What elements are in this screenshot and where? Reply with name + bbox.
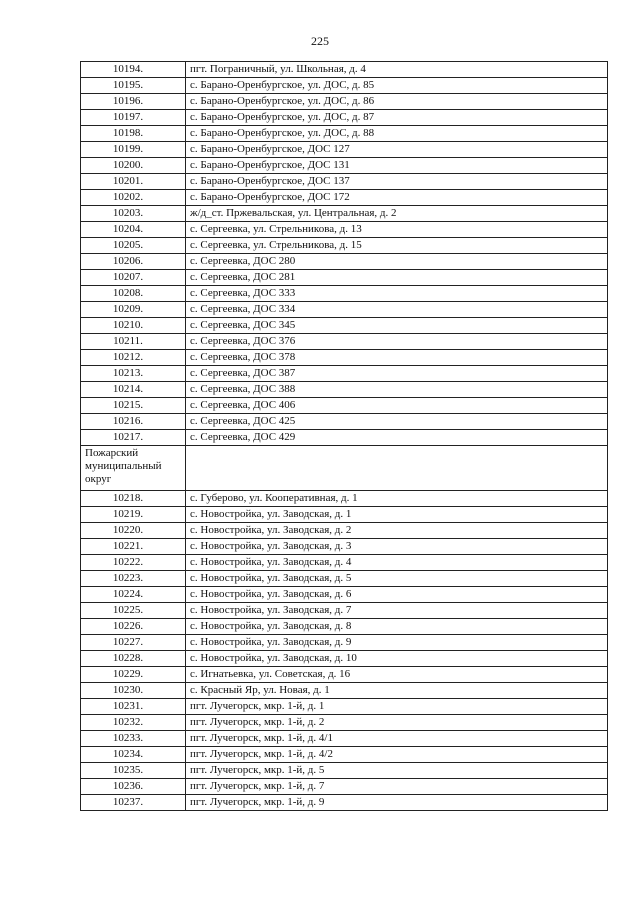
row-address: с. Сергеевка, ДОС 345	[186, 318, 608, 334]
row-address: с. Сергеевка, ДОС 376	[186, 334, 608, 350]
district-address-cell	[186, 446, 608, 491]
row-address: ж/д_ст. Пржевальская, ул. Центральная, д. 2	[186, 206, 608, 222]
table-row	[81, 78, 608, 94]
row-number: 10199.	[81, 142, 186, 158]
table-row	[81, 398, 608, 414]
table-row	[81, 539, 608, 555]
row-address: пгт. Лучегорск, мкр. 1-й, д. 2	[186, 715, 608, 731]
table-row	[81, 603, 608, 619]
table-row	[81, 619, 608, 635]
row-number: 10212.	[81, 350, 186, 366]
address-table	[80, 61, 608, 811]
row-address: с. Новостройка, ул. Заводская, д. 4	[186, 555, 608, 571]
row-number: 10234.	[81, 747, 186, 763]
row-address: с. Красный Яр, ул. Новая, д. 1	[186, 683, 608, 699]
row-address: пгт. Лучегорск, мкр. 1-й, д. 4/1	[186, 731, 608, 747]
row-number: 10196.	[81, 94, 186, 110]
table-row	[81, 350, 608, 366]
row-number: 10217.	[81, 430, 186, 446]
district-name: Пожарский муниципальный округ	[81, 446, 186, 491]
table-row	[81, 699, 608, 715]
row-address: с. Губерово, ул. Кооперативная, д. 1	[186, 491, 608, 507]
table-row	[81, 206, 608, 222]
table-row	[81, 667, 608, 683]
row-address: с. Новостройка, ул. Заводская, д. 1	[186, 507, 608, 523]
row-number: 10230.	[81, 683, 186, 699]
row-address: с. Сергеевка, ул. Стрельникова, д. 13	[186, 222, 608, 238]
row-number: 10198.	[81, 126, 186, 142]
table-row	[81, 382, 608, 398]
row-address: с. Сергеевка, ДОС 333	[186, 286, 608, 302]
row-address: с. Игнатьевка, ул. Советская, д. 16	[186, 667, 608, 683]
row-address: с. Сергеевка, ДОС 406	[186, 398, 608, 414]
row-number: 10213.	[81, 366, 186, 382]
row-address: с. Новостройка, ул. Заводская, д. 8	[186, 619, 608, 635]
row-number: 10201.	[81, 174, 186, 190]
row-address: с. Новостройка, ул. Заводская, д. 2	[186, 523, 608, 539]
table-row	[81, 747, 608, 763]
row-number: 10223.	[81, 571, 186, 587]
table-row	[81, 174, 608, 190]
row-number: 10195.	[81, 78, 186, 94]
table-row	[81, 62, 608, 78]
page-number: 225	[311, 34, 329, 48]
row-address: с. Барано-Оренбургское, ул. ДОС, д. 88	[186, 126, 608, 142]
row-address: с. Сергеевка, ДОС 429	[186, 430, 608, 446]
row-number: 10222.	[81, 555, 186, 571]
table-row	[81, 414, 608, 430]
row-number: 10205.	[81, 238, 186, 254]
row-address: пгт. Пограничный, ул. Школьная, д. 4	[186, 62, 608, 78]
row-address: с. Сергеевка, ДОС 388	[186, 382, 608, 398]
row-number: 10202.	[81, 190, 186, 206]
row-address: с. Барано-Оренбургское, ДОС 172	[186, 190, 608, 206]
row-address: с. Сергеевка, ДОС 387	[186, 366, 608, 382]
row-address: с. Барано-Оренбургское, ул. ДОС, д. 86	[186, 94, 608, 110]
table-row	[81, 190, 608, 206]
row-address: пгт. Лучегорск, мкр. 1-й, д. 4/2	[186, 747, 608, 763]
table-row	[81, 795, 608, 811]
table-row	[81, 651, 608, 667]
row-number: 10229.	[81, 667, 186, 683]
table-row	[81, 238, 608, 254]
row-number: 10225.	[81, 603, 186, 619]
row-number: 10218.	[81, 491, 186, 507]
row-number: 10221.	[81, 539, 186, 555]
row-address: с. Новостройка, ул. Заводская, д. 6	[186, 587, 608, 603]
row-address: с. Сергеевка, ДОС 378	[186, 350, 608, 366]
address-table-body	[81, 62, 608, 811]
table-row	[81, 763, 608, 779]
row-number: 10204.	[81, 222, 186, 238]
row-address: с. Новостройка, ул. Заводская, д. 7	[186, 603, 608, 619]
table-row	[81, 555, 608, 571]
table-row	[81, 110, 608, 126]
table-row	[81, 731, 608, 747]
district-header-row	[81, 446, 608, 491]
table-row	[81, 302, 608, 318]
table-row	[81, 334, 608, 350]
row-number: 10214.	[81, 382, 186, 398]
row-number: 10219.	[81, 507, 186, 523]
row-number: 10236.	[81, 779, 186, 795]
table-row	[81, 142, 608, 158]
row-number: 10197.	[81, 110, 186, 126]
row-address: с. Сергеевка, ДОС 425	[186, 414, 608, 430]
table-row	[81, 94, 608, 110]
row-address: пгт. Лучегорск, мкр. 1-й, д. 9	[186, 795, 608, 811]
row-number: 10226.	[81, 619, 186, 635]
row-address: с. Сергеевка, ДОС 280	[186, 254, 608, 270]
table-row	[81, 779, 608, 795]
row-number: 10220.	[81, 523, 186, 539]
table-row	[81, 222, 608, 238]
table-row	[81, 571, 608, 587]
table-row	[81, 366, 608, 382]
table-row	[81, 286, 608, 302]
row-number: 10209.	[81, 302, 186, 318]
row-address: с. Барано-Оренбургское, ДОС 131	[186, 158, 608, 174]
row-number: 10200.	[81, 158, 186, 174]
row-address: с. Сергеевка, ДОС 334	[186, 302, 608, 318]
row-number: 10211.	[81, 334, 186, 350]
row-address: с. Барано-Оренбургское, ул. ДОС, д. 87	[186, 110, 608, 126]
row-number: 10237.	[81, 795, 186, 811]
table-row	[81, 254, 608, 270]
row-address: с. Барано-Оренбургское, ДОС 137	[186, 174, 608, 190]
row-number: 10224.	[81, 587, 186, 603]
row-number: 10207.	[81, 270, 186, 286]
row-number: 10231.	[81, 699, 186, 715]
table-row	[81, 318, 608, 334]
table-row	[81, 683, 608, 699]
table-row	[81, 507, 608, 523]
row-address: с. Новостройка, ул. Заводская, д. 5	[186, 571, 608, 587]
row-number: 10227.	[81, 635, 186, 651]
row-number: 10210.	[81, 318, 186, 334]
row-address: с. Сергеевка, ул. Стрельникова, д. 15	[186, 238, 608, 254]
table-row	[81, 126, 608, 142]
row-number: 10206.	[81, 254, 186, 270]
row-number: 10235.	[81, 763, 186, 779]
row-address: пгт. Лучегорск, мкр. 1-й, д. 5	[186, 763, 608, 779]
table-row	[81, 635, 608, 651]
row-number: 10216.	[81, 414, 186, 430]
table-row	[81, 491, 608, 507]
table-row	[81, 270, 608, 286]
row-address: с. Барано-Оренбургское, ул. ДОС, д. 85	[186, 78, 608, 94]
row-number: 10194.	[81, 62, 186, 78]
table-row	[81, 523, 608, 539]
row-address: с. Новостройка, ул. Заводская, д. 3	[186, 539, 608, 555]
row-address: с. Новостройка, ул. Заводская, д. 9	[186, 635, 608, 651]
row-address: пгт. Лучегорск, мкр. 1-й, д. 1	[186, 699, 608, 715]
row-number: 10233.	[81, 731, 186, 747]
row-number: 10203.	[81, 206, 186, 222]
row-address: пгт. Лучегорск, мкр. 1-й, д. 7	[186, 779, 608, 795]
table-row	[81, 158, 608, 174]
table-row	[81, 715, 608, 731]
row-address: с. Сергеевка, ДОС 281	[186, 270, 608, 286]
table-row	[81, 430, 608, 446]
row-address: с. Новостройка, ул. Заводская, д. 10	[186, 651, 608, 667]
row-number: 10232.	[81, 715, 186, 731]
row-number: 10208.	[81, 286, 186, 302]
table-row	[81, 587, 608, 603]
row-number: 10215.	[81, 398, 186, 414]
row-number: 10228.	[81, 651, 186, 667]
row-address: с. Барано-Оренбургское, ДОС 127	[186, 142, 608, 158]
